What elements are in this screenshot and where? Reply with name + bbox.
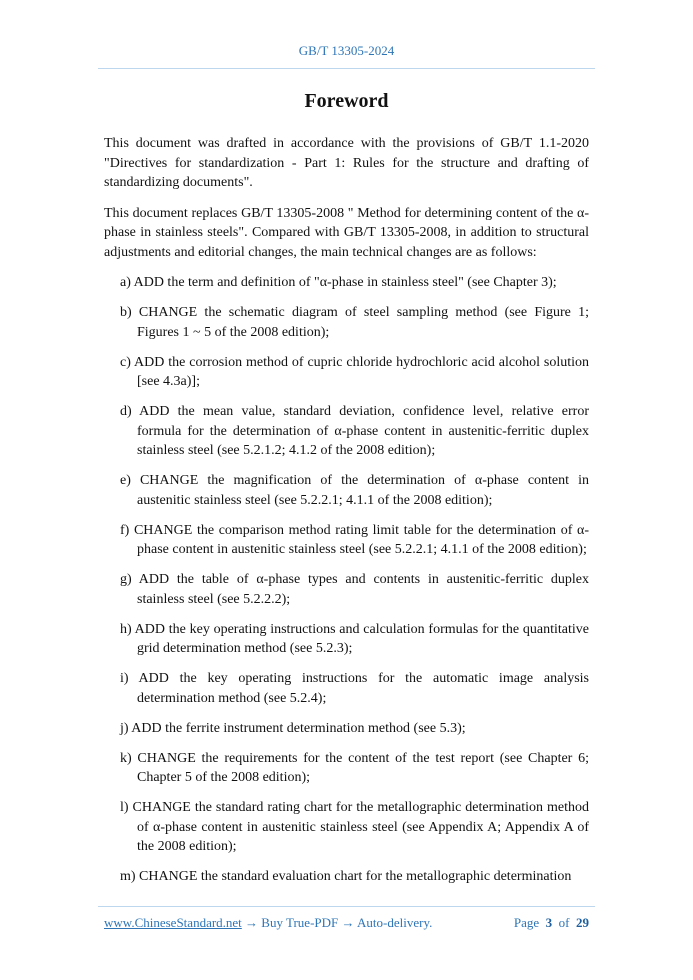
of-label: of	[558, 915, 570, 930]
list-item: i) ADD the key operating instructions for the automatic image analysis determination method (see 5.2.4);	[120, 671, 589, 706]
header-doc-id: GB/T 13305-2024	[298, 43, 395, 58]
footer-tagline: → Buy True-PDF → Auto-delivery.	[241, 915, 433, 930]
footer	[104, 915, 589, 931]
footer-promo	[104, 915, 432, 931]
list-item: g) ADD the table of α-phase types and contents in austenitic-ferritic duplex stainless steel (see 5.2.2.2);	[120, 572, 589, 607]
page-number: 3	[545, 915, 553, 930]
document-body	[104, 134, 589, 897]
list-item: h) ADD the key operating instructions and calculation formulas for the quantitative grid determination method (see 5.2.3);	[120, 621, 589, 656]
list-item: c) ADD the corrosion method of cupric chloride hydrochloric acid alcohol solution [see 4.3a)];	[120, 354, 589, 389]
footer-divider	[98, 906, 595, 907]
header-divider	[98, 68, 595, 69]
list-item: e) CHANGE the magnification of the determination of α-phase content in austenitic stainless steel (see 5.2.2.1; 4.1.1 of the 2008 edition);	[120, 473, 589, 508]
list-item: j) ADD the ferrite instrument determination method (see 5.3);	[120, 720, 466, 736]
list-item: a) ADD the term and definition of "α-phase in stainless steel" (see Chapter 3);	[120, 275, 557, 290]
list-item: f) CHANGE the comparison method rating limit table for the determination of α-phase content in austenitic stainless steel (see 5.2.2.1; 4.1.1 of the 2008 edition);	[120, 522, 589, 557]
list-item: m) CHANGE the standard evaluation chart for the metallographic determination	[120, 869, 572, 884]
page-indicator	[514, 915, 589, 931]
list-item: l) CHANGE the standard rating chart for the metallographic determination method of α-phase content in austenitic stainless steel (see Appendix A; Appendix A of the 2008 edition);	[120, 800, 589, 854]
list-item: d) ADD the mean value, standard deviation, confidence level, relative error formula for the determination of α-phase content in austenitic-ferritic duplex stainless steel (see 5.2.1.2; 4.1.2 of the 2008 edition);	[120, 404, 589, 458]
page-title: Foreword	[304, 90, 389, 112]
list-item: k) CHANGE the requirements for the content of the test report (see Chapter 6; Chapter 5 of the 2008 edition);	[120, 750, 589, 785]
paragraph: This document replaces GB/T 13305-2008 " Method for determining content of the α-phase in stainless steels". Compared with GB/T 13305-2008, in addition to structural adjustments and editorial changes, the main technical changes are as follows:	[104, 205, 589, 260]
list-item: b) CHANGE the schematic diagram of steel sampling method (see Figure 1; Figures 1 ~ 5 of the 2008 edition);	[120, 305, 589, 340]
page-total: 29	[576, 915, 589, 930]
site-link[interactable]: www.ChineseStandard.net	[104, 915, 242, 930]
paragraph: This document was drafted in accordance with the provisions of GB/T 1.1-2020 "Directives for standardization - Part 1: Rules for the structure and drafting of standardizing documents".	[104, 136, 589, 190]
page-label: Page	[513, 915, 540, 930]
